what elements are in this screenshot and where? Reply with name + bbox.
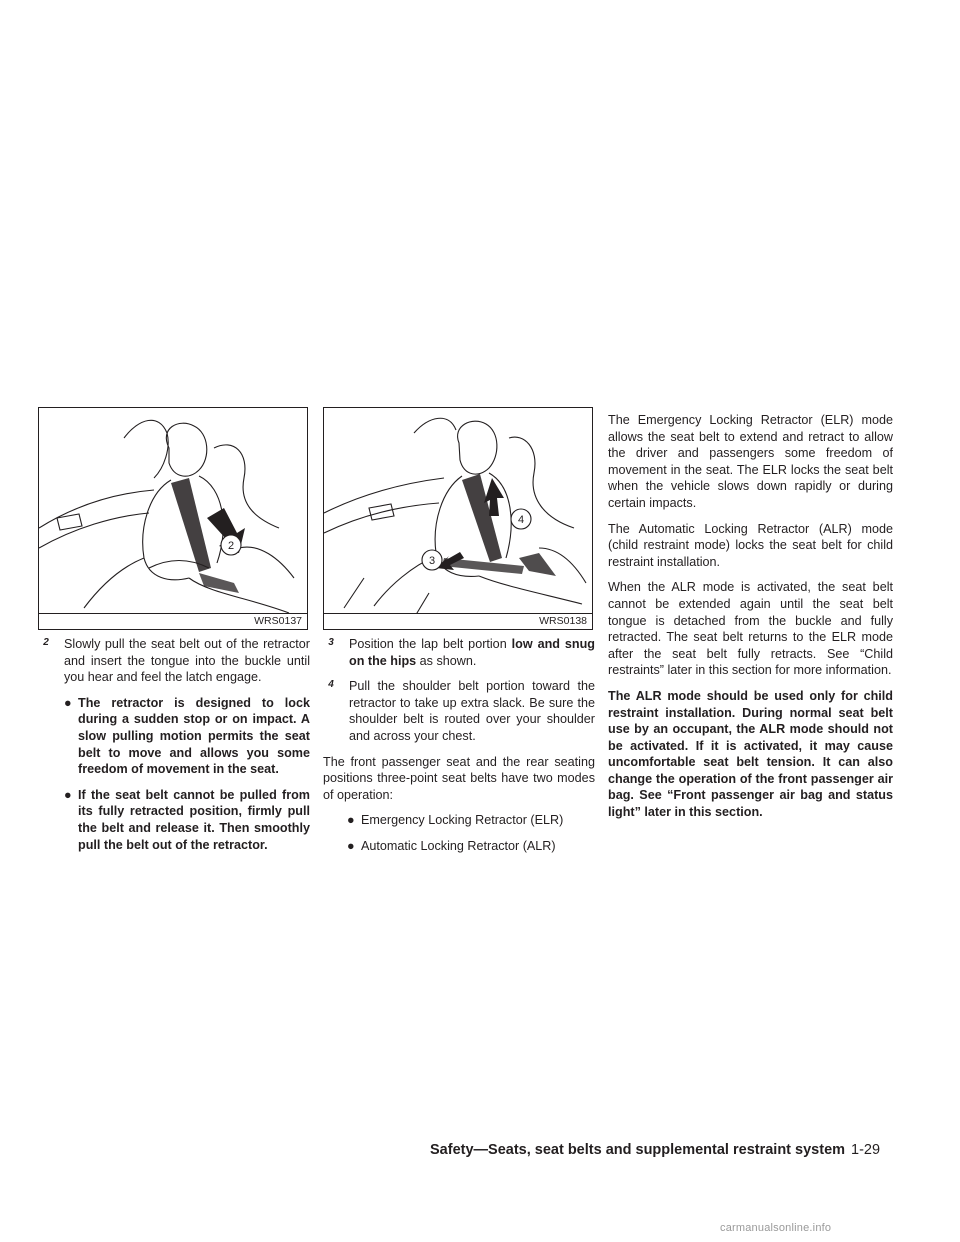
figure-callout-3: 3 xyxy=(428,555,436,567)
page-footer xyxy=(430,1141,922,1159)
bullet-icon: ● xyxy=(64,787,72,802)
step-2 xyxy=(38,636,310,686)
step-4 xyxy=(323,678,595,744)
page-number: 1-29 xyxy=(851,1142,881,1158)
step-number-icon: 3 xyxy=(328,637,334,648)
watermark: carmanualsonline.info xyxy=(720,1222,832,1234)
bullet-retractor-lock xyxy=(38,695,310,778)
section-title: Safety—Seats, seat belts and supplemental restraint system xyxy=(430,1142,846,1158)
step-3 xyxy=(323,636,595,669)
bullet-text: If the seat belt cannot be pulled from its fully retracted position, firmly pull the belt and release it. Then smoothly pull the belt out of the retractor. xyxy=(78,787,310,852)
alr-warning-paragraph xyxy=(608,688,893,821)
alr-activation-paragraph: When the ALR mode is activated, the seat belt cannot be extended again until the seat belt tongue is detached from the buckle and fully retracted. The seat belt returns to the ELR mode after the seat belt fully retracts. See “Child restraints” later in this section for more information. xyxy=(608,580,893,678)
mode-alr-item xyxy=(323,838,595,855)
modes-intro-paragraph: The front passenger seat and the rear seating positions three-point seat belts have two modes of operation: xyxy=(323,754,595,802)
bullet-icon: ● xyxy=(347,813,355,828)
right-column xyxy=(608,412,893,830)
step-3-text: Position the lap belt portion xyxy=(349,637,512,651)
seat-belt-insert-illustration xyxy=(39,408,308,630)
bullet-icon: ● xyxy=(64,695,72,710)
alr-paragraph: The Automatic Locking Retractor (ALR) mode (child restraint mode) locks the seat belt for child restraint installation. xyxy=(608,521,893,569)
figure-callout-4: 4 xyxy=(517,514,525,526)
figure-callout-2: 2 xyxy=(227,540,235,552)
bullet-text: The retractor is designed to lock during a sudden stop or on impact. A slow pulling motion permits the seat belt to move and allows you some freedom of movement in the seat. xyxy=(78,695,310,777)
step-3-emphasis: low and snug on the hips xyxy=(349,637,595,668)
step-2-text: Slowly pull the seat belt out of the retractor and insert the tongue into the buckle until you hear and feel the latch engage. xyxy=(64,637,310,685)
figure-lap-shoulder-belt xyxy=(323,407,593,630)
figure-code: WRS0137 xyxy=(254,615,302,627)
figure-code-box xyxy=(324,613,592,629)
lap-shoulder-belt-illustration xyxy=(324,408,593,630)
alr-warning-text: The ALR mode should be used only for child restraint installation. During normal seat belt use by an occupant, the ALR mode should not be activated. If it is activated, it may cause uncomfortable seat belt tension. It can also change the operation of the front passenger air bag. See “Front passenger air bag and status light” later in this section. xyxy=(608,688,893,820)
mode-elr-item xyxy=(323,812,595,829)
figure-seat-belt-insert xyxy=(38,407,308,630)
step-number-icon: 2 xyxy=(43,637,49,648)
bullet-icon: ● xyxy=(347,838,355,853)
bullet-retracted-position xyxy=(38,787,310,853)
mode-alr-text: Automatic Locking Retractor (ALR) xyxy=(361,838,556,853)
left-column xyxy=(38,407,310,862)
figure-code-box xyxy=(39,613,307,629)
step-3-text-end: as shown. xyxy=(416,653,477,668)
step-number-icon: 4 xyxy=(328,679,334,691)
step-4-text: Pull the shoulder belt portion toward the retractor to take up extra slack. Be sure the shoulder belt is routed over your shoulder and across your chest. xyxy=(349,679,595,743)
elr-paragraph: The Emergency Locking Retractor (ELR) mode allows the seat belt to extend and retract to allow the driver and passengers some freedom of movement in the seat. The ELR locks the seat belt when the vehicle slows down rapidly or during certain impacts. xyxy=(608,413,893,510)
middle-column xyxy=(323,407,595,864)
mode-elr-text: Emergency Locking Retractor (ELR) xyxy=(361,813,564,828)
figure-code: WRS0138 xyxy=(539,615,587,627)
